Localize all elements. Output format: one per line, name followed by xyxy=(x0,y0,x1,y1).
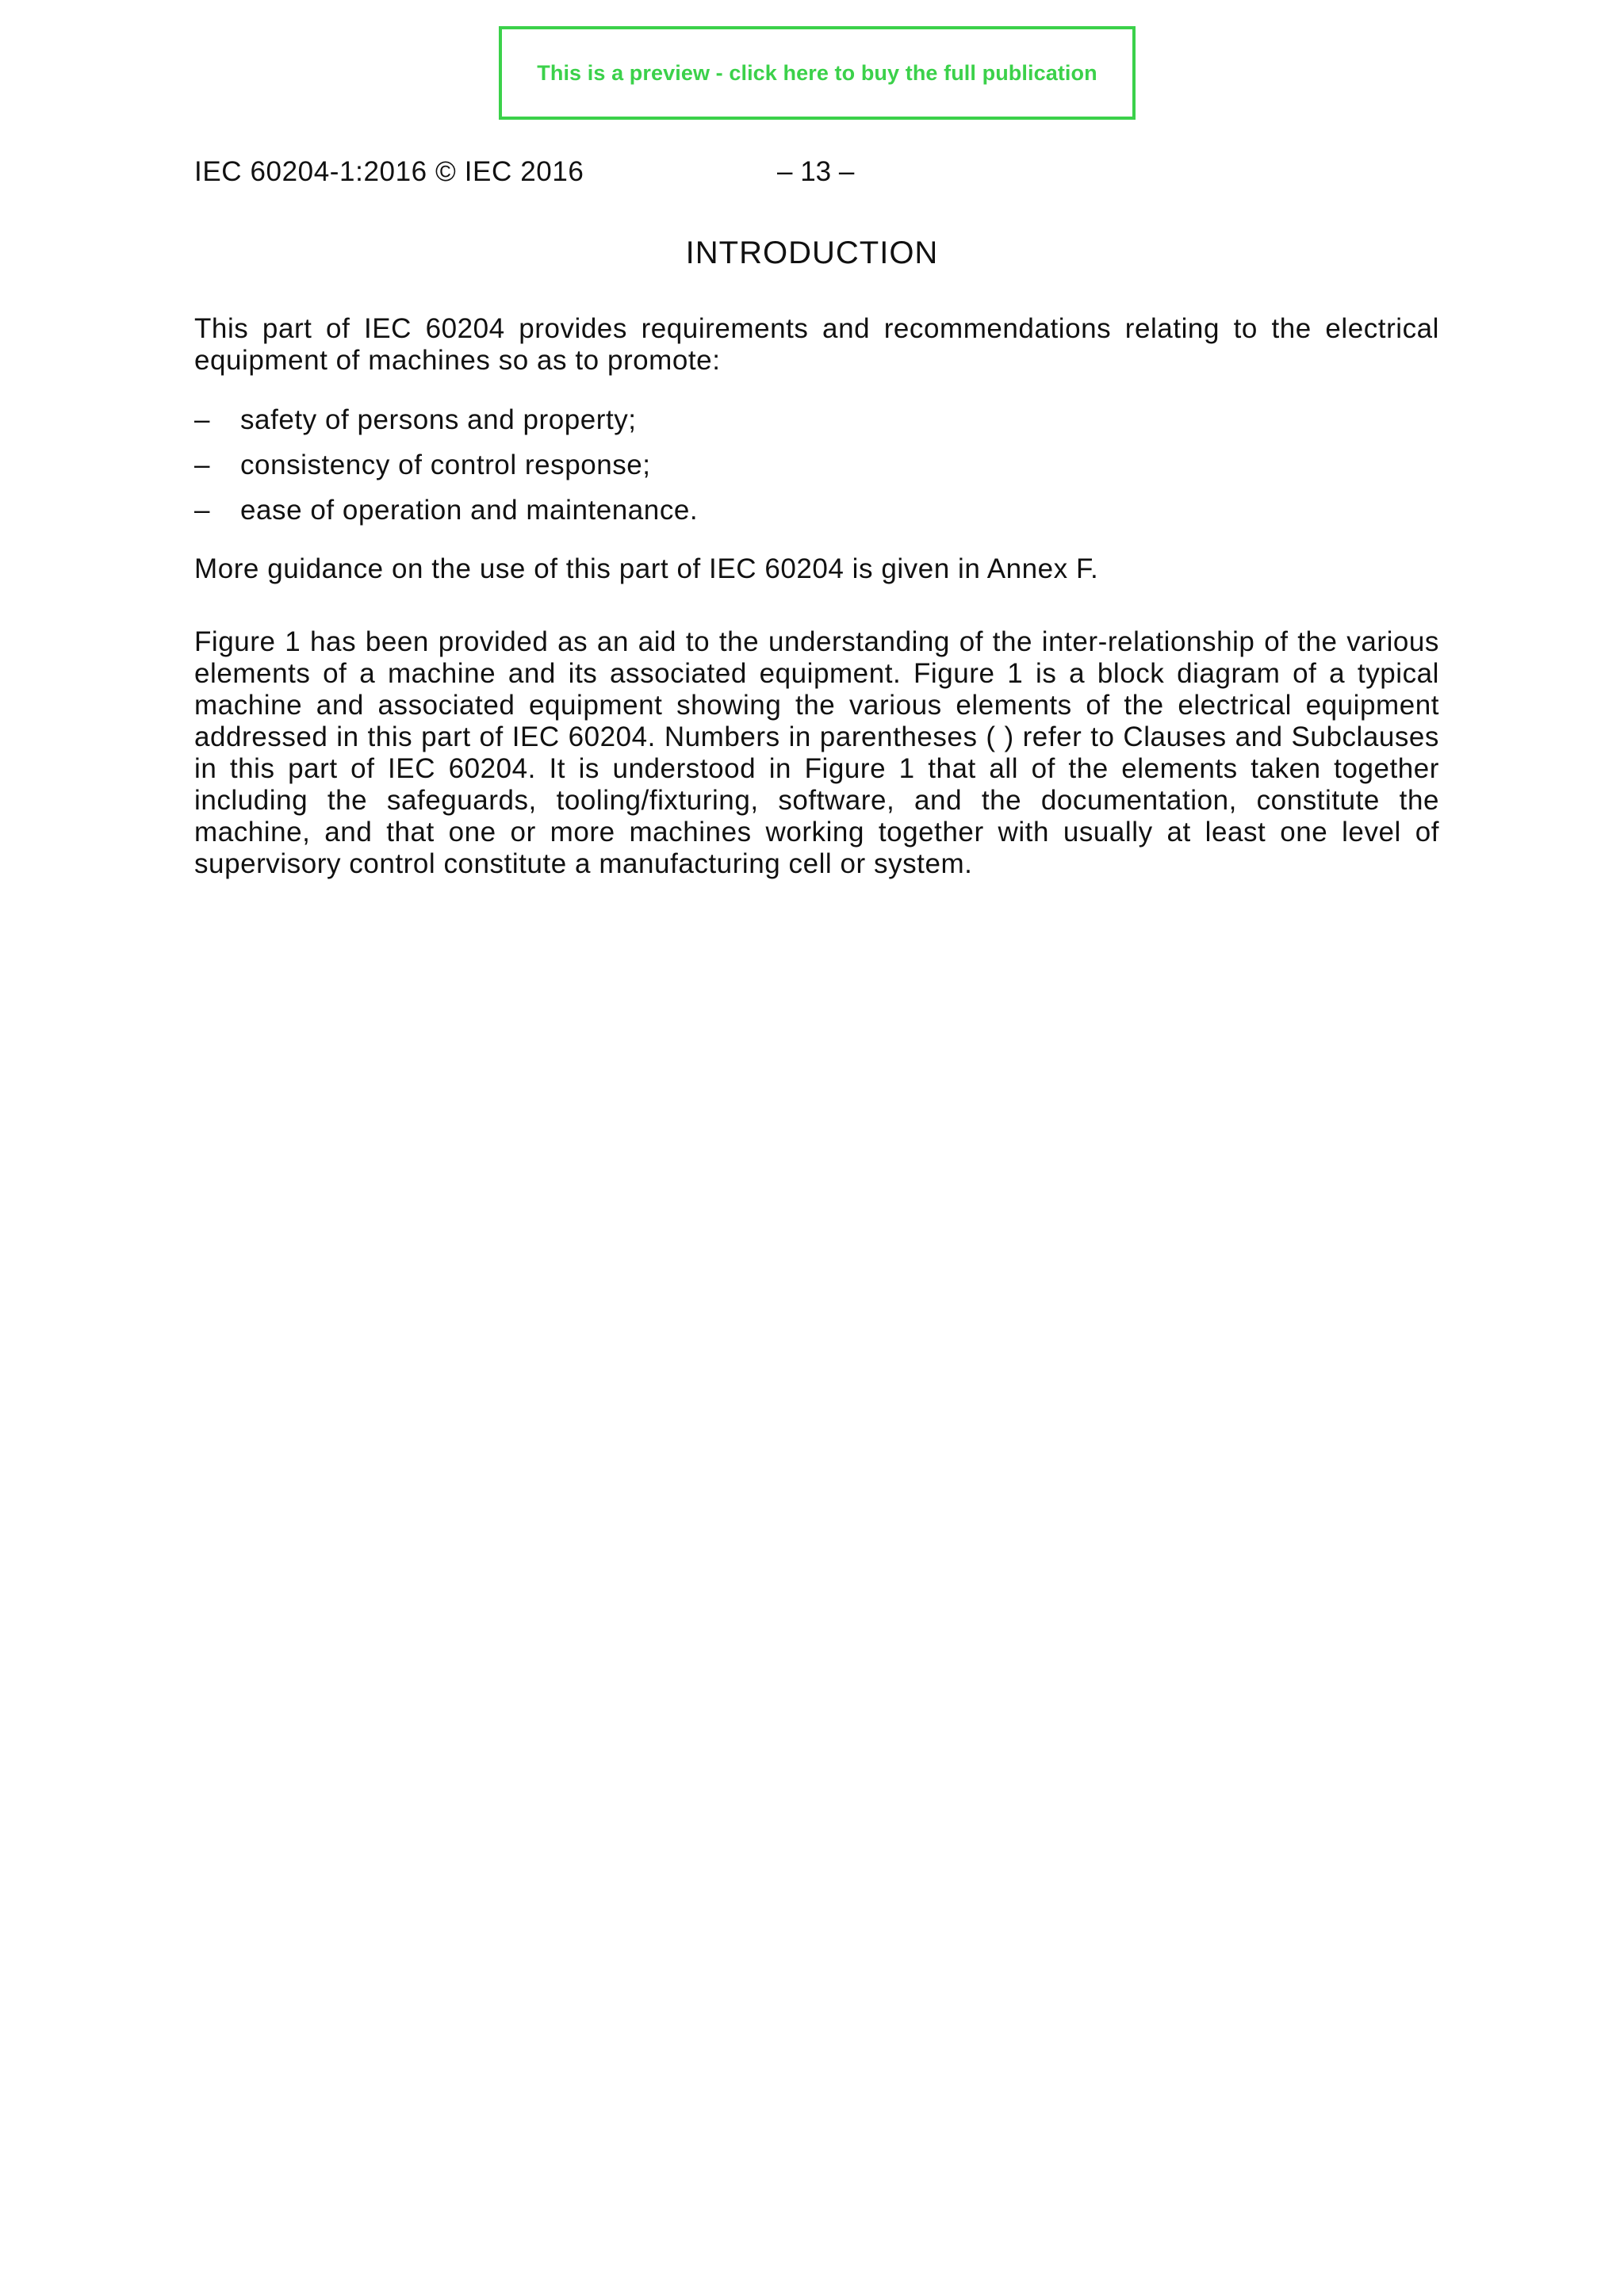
list-item-text: ease of operation and maintenance. xyxy=(240,495,699,526)
figure-description-paragraph: Figure 1 has been provided as an aid to the understanding of the inter-relationship of the various elements of a machine and its associated equipment. Figure 1 is a block diagram of a typical machine and associated equipment showing the various elements of the electrical equipment addressed in this part of IEC 60204. Numbers in parentheses ( ) refer to Clauses and Subclauses in this part of IEC 60204. It is understood in Figure 1 that all of the elements taken together including the safeguards, tooling/fixturing, software, and the documentation, constitute the machine, and that one or more machines working together with usually at least one level of supervisory control constitute a manufacturing cell or system. xyxy=(194,626,1439,879)
page-number: – 13 – xyxy=(777,156,855,187)
list-dash: – xyxy=(194,450,211,480)
list-item-text: safety of persons and property; xyxy=(240,404,637,435)
intro-paragraph: This part of IEC 60204 provides requirements and recommendations relating to the electrical equipment of machines so as to promote: xyxy=(194,313,1439,376)
goals-list xyxy=(194,404,698,540)
section-title: INTRODUCTION xyxy=(685,235,939,270)
document-identifier: IEC 60204-1:2016 © IEC 2016 xyxy=(194,156,584,187)
buy-full-publication-label: This is a preview - click here to buy the full publication xyxy=(537,60,1097,85)
list-dash: – xyxy=(194,495,211,526)
guidance-paragraph: More guidance on the use of this part of IEC 60204 is given in Annex F. xyxy=(194,553,1099,584)
buy-full-publication-link[interactable] xyxy=(499,26,1136,120)
list-item xyxy=(194,495,698,540)
list-item xyxy=(194,404,698,450)
list-item xyxy=(194,450,698,495)
list-dash: – xyxy=(194,404,211,435)
list-item-text: consistency of control response; xyxy=(240,450,651,480)
